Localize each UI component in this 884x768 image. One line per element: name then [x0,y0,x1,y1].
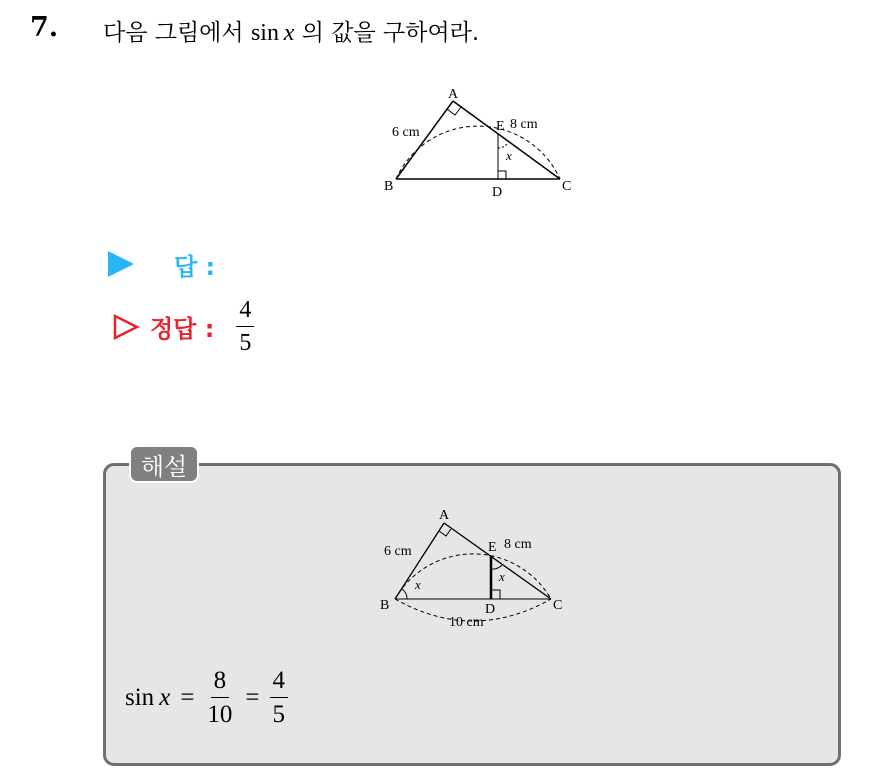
key-denominator: 5 [239,330,252,356]
solution-equation [125,668,288,727]
label-b: B [384,179,394,194]
sin-func: sin [125,683,155,711]
answer-row [108,248,215,280]
label-ac-length: 8 cm [510,117,538,132]
right-angle-a [447,107,461,115]
label-c: C [562,179,572,194]
label-a: A [448,87,459,102]
right-angle-a [439,529,451,536]
label-bc-length: 10 cm [449,615,484,630]
sin-func: sin [250,20,279,46]
denominator: 5 [272,701,286,728]
explanation-figure [375,503,585,631]
denominator: 10 [207,701,233,728]
label-ab-length: 6 cm [384,544,412,559]
label-d: D [485,602,496,617]
question-text-after: 의 값을 구하여라. [301,20,480,46]
key-answer-row [112,298,254,355]
math-var: x [159,683,171,711]
label-x-b: x [415,577,421,592]
question-number: 7. [30,12,59,43]
label-x: x [506,148,512,163]
play-triangle-icon [108,251,134,277]
label-ab-length: 6 cm [392,125,420,140]
label-ac-length: 8 cm [504,537,532,552]
answer-label: 답 : [174,252,216,281]
side-ab [396,101,453,179]
angle-x-arc-b [402,589,407,599]
label-b: B [380,598,390,613]
question-math [251,20,294,46]
right-angle-d [498,171,506,179]
label-x-e: x [499,569,505,584]
numerator: 8 [211,668,230,698]
question-text-before: 다음 그림에서 [103,20,244,46]
math-var: x [283,20,295,46]
outline-triangle-icon [112,313,140,341]
explanation-tag: 해설 [129,445,199,483]
fraction-4-5 [270,668,289,727]
question-text [103,14,479,47]
equals-sign: = [245,683,260,711]
side-ac [453,101,560,179]
right-angle-d [491,590,500,599]
fraction-8-10 [204,668,235,727]
label-c: C [553,598,563,613]
circumcircle-arc [396,126,560,179]
numerator: 4 [270,668,289,698]
label-e: E [496,119,505,134]
equals-sign: = [180,683,195,711]
key-answer-label: 정답 : [150,315,215,343]
side-ac [444,523,551,599]
label-d: D [492,185,503,200]
label-a: A [439,508,450,523]
label-e: E [488,540,497,555]
triangle-figure [380,82,590,200]
key-answer-fraction [236,298,254,355]
key-numerator: 4 [236,298,254,327]
